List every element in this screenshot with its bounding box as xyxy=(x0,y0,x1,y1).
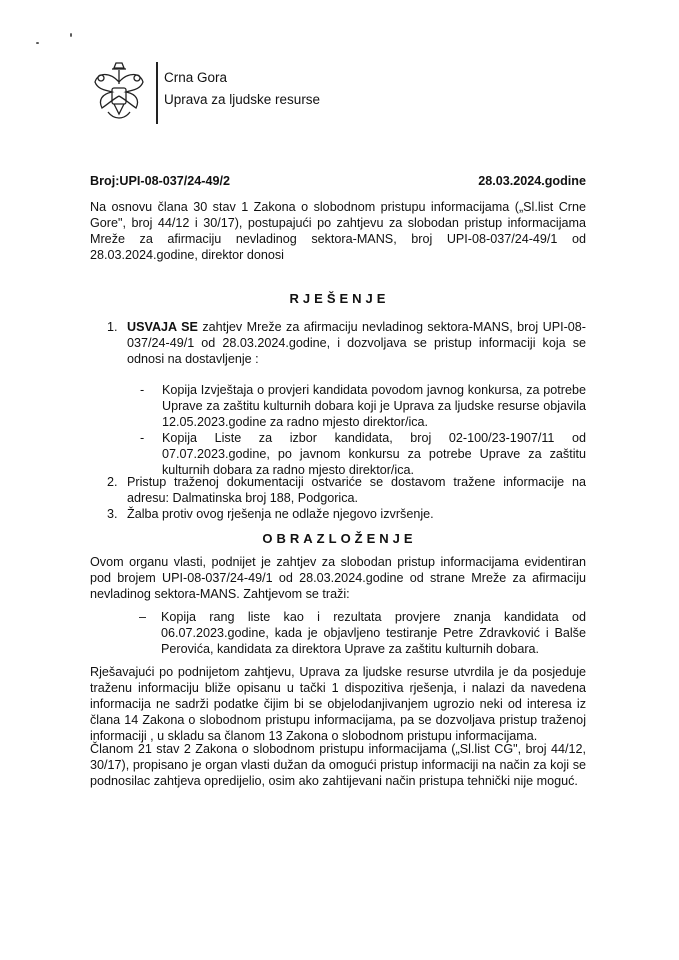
subitem-text: Kopija Izvještaja o provjeri kandidata povodom javnog konkursa, za potrebe Uprave za zaštitu kulturnih dobara koji je Uprava za ljudske resurse objavila 12.05.2023.godine za radno mjesto direktor/ica. xyxy=(162,383,586,429)
dash-bullet: - xyxy=(140,431,145,445)
decision-item-text: zahtjev Mreže za afirmaciju nevladinog sektora-MANS, broj UPI-08-037/24-49/1 od 28.03.2024.godine, i dozvoljava se pristup informaciji koja se odnosi na dostavljenje : xyxy=(127,320,586,366)
dash-bullet: - xyxy=(140,383,145,397)
reasoning-paragraph-1: Ovom organu vlasti, podnijet je zahtjev za slobodan pristup informacijama evidentiran pod brojem UPI-08-037/24-49/1 od 28.03.2024.godine od strane Mreže za afirmaciju nevladinog sektora-MANS. Zahtjevom se traži: xyxy=(90,555,586,601)
decision-list-cont xyxy=(105,474,586,522)
decision-item-2 xyxy=(105,474,586,506)
subitem-text: Kopija Liste za izbor kandidata, broj 02-100/23-1907/11 od 07.07.2023.godine, po javnom konkursu za potrebe Uprave za zaštitu kulturnih dobara za radno mjesto direktor/ica. xyxy=(162,431,586,477)
decision-list xyxy=(105,319,586,478)
decision-lead: USVAJA SE xyxy=(127,320,198,334)
decision-subitems xyxy=(103,382,586,478)
reference-date: 28.03.2024.godine xyxy=(478,174,586,188)
header-divider xyxy=(156,62,158,124)
scan-speck xyxy=(36,42,39,44)
request-text: Kopija rang liste kao i rezultata provjere znanja kandidata od 06.07.2023.godine, kada je objavljeno testiranje Petre Zdravković i Balše Perovića, kandidata za direktora Uprave za zaštitu kulturnih dobara. xyxy=(161,610,586,656)
coat-of-arms-logo xyxy=(92,60,146,122)
intro-paragraph: Na osnovu člana 30 stav 1 Zakona o slobodnom pristupu informacijama („Sl.list Crne Gore", broj 44/12 i 30/17), postupajući po zahtjevu za slobodan pristup informacijama Mreže za afirmaciju nevladinog sektora-MANS, broj UPI-08-037/24-49/1 od 28.03.2024.godine, direktor donosi xyxy=(90,200,586,262)
item-number: 3. xyxy=(107,507,118,521)
institution-name: Uprava za ljudske resurse xyxy=(164,92,321,107)
decision-item-1 xyxy=(105,319,586,367)
subitem xyxy=(140,382,586,430)
scan-speck xyxy=(70,33,72,37)
item-number: 2. xyxy=(107,475,118,489)
reasoning-request xyxy=(139,609,586,657)
reasoning-title: OBRAZLOŽENJE xyxy=(262,531,417,546)
reasoning-paragraph-2: Rješavajući po podnijetom zahtjevu, Uprava za ljudske resurse utvrdila je da posjeduje traženu informaciju bliže opisanu u tački 1 dispozitiva rješenja, i nalazi da navedena informacija ne sadrži podatke čijim bi se objelodanjivanjem ugrozio neki od interesa iz člana 14 Zakona o slobodnom pristupu informacijama, pa se dozvoljava pristup traženoj informaciji , u skladu sa članom 13 Zakona o slobodnom pristupu informacijama. xyxy=(90,665,586,743)
item-number: 1. xyxy=(107,320,118,334)
subitem xyxy=(140,430,586,478)
dash-bullet: – xyxy=(139,610,147,624)
decision-item-text: Pristup traženoj dokumentaciji ostvariće se dostavom tražene informacije na adresu: Dalmatinska broj 188, Podgorica. xyxy=(127,475,586,505)
reasoning-paragraph-3: Članom 21 stav 2 Zakona o slobodnom pristupu informacijama („Sl.list CG", broj 44/12, 30/17), propisano je organ vlasti dužan da omogući pristup informaciji na način za koji se podnosilac zahtjeva opredijelio, osim ako zahtijevani način pristupa tehnički nije moguć. xyxy=(90,742,586,788)
decision-title: RJEŠENJE xyxy=(289,291,390,306)
reference-number: Broj:UPI-08-037/24-49/2 xyxy=(90,174,230,188)
decision-item-3 xyxy=(105,506,586,522)
decision-item-text: Žalba protiv ovog rješenja ne odlaže njegovo izvršenje. xyxy=(127,507,434,521)
country-name: Crna Gora xyxy=(164,70,228,85)
